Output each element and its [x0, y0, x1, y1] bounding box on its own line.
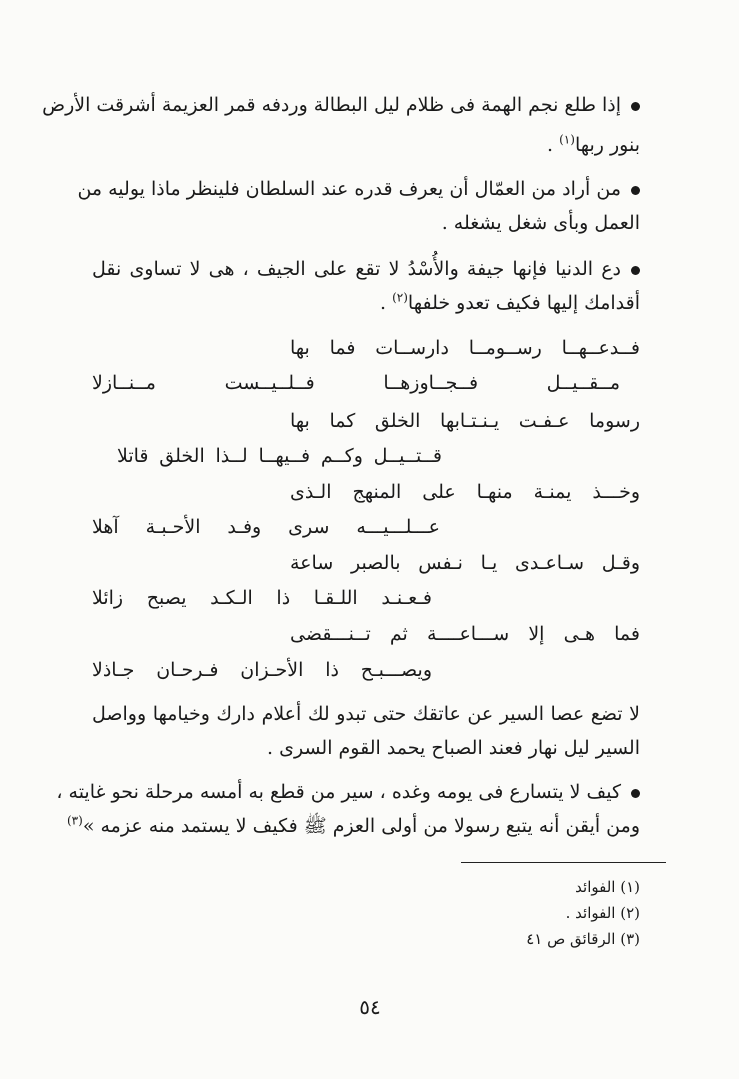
paragraph-2-line-2: العمل وبأى شغل يشغله . [441, 212, 640, 234]
paragraph-4-line-1: لا تضع عصا السير عن عاتقك حتى تبدو لك أعلام دارك وخيامها وواصل [92, 703, 640, 725]
paragraph-1-line-2: بنور ربها$^{(١)}$ . [547, 132, 640, 156]
poem-verse-6: عـــلـــيـــه سرى وفـد الأحـبـة آهلا [92, 516, 440, 538]
footnote-1: (١) الفوائد [575, 878, 640, 896]
bullet-icon [631, 789, 640, 798]
paragraph-1-line-1: إذا طلع نجم الهمة فى ظلام ليل البطالة وردفه قمر العزيمة أشرقت الأرض [92, 91, 640, 119]
page-number: ٥٤ [359, 995, 381, 1019]
poem-verse-3: رسوما عـفـت يـنـتـابها الخلق كما بها [290, 410, 640, 432]
footnote-ref-2: (٢) [392, 290, 408, 305]
poem-verse-9: فما هـى إلا ســـاعــــة ثم تــنـــقضى [290, 623, 640, 645]
bullet-icon [631, 102, 640, 111]
paragraph-3-line-2: أقدامك إليها فكيف تعدو خلفها$^{(٢)}$ . [379, 290, 640, 314]
paragraph-2-line-1: من أراد من العمّال أن يعرف قدره عند السلطان فلينظر ماذا يوليه من [92, 175, 640, 203]
footnote-ref-3: (٣) [66, 813, 83, 828]
footnote-3: (٣) الرقائق ص ٤١ [526, 930, 640, 948]
footnote-ref-1: (١) [559, 132, 575, 147]
footnote-separator [461, 862, 666, 863]
poem-verse-8: فـعـنـد اللـقـا ذا الـكـد يصبح زائلا [92, 587, 432, 609]
paragraph-3-line-1: دع الدنيا فإنها جيفة والأُسْدُ لا تقع على الجيف ، هى لا تساوى نقل [92, 255, 640, 283]
footnote-2: (٢) الفوائد . [565, 904, 640, 922]
paragraph-5-line-1: كيف لا يتسارع فى يومه وغده ، سير من قطع به أمسه مرحلة نحو غايته ، [92, 778, 640, 806]
paragraph-4-line-2: السير ليل نهار فعند الصباح يحمد القوم السرى . [267, 737, 640, 759]
poem-verse-5: وخـــذ يمنـة منهـا على المنهج الـذى [290, 481, 640, 503]
paragraph-5-line-2: ومن أيقن أنه يتبع رسولا من أولى العزم ﷺ فكيف لا يستمد منه عزمه »$^{(٣)}$ [66, 813, 640, 837]
poem-verse-4: قــتــيــل وكــم فــيهــا لــذا الخلق قاتلا [117, 445, 442, 467]
bullet-icon [631, 186, 640, 195]
bullet-icon [631, 266, 640, 275]
poem-verse-10: ويصـــبـح ذا الأحـزان فـرحـان جـاذلا [92, 659, 432, 681]
poem-verse-7: وقـل سـاعـدى يـا نـفس بالصبر ساعة [290, 552, 640, 574]
poem-verse-1: فــدعــهــا رســومــا دارســات فما بها [290, 337, 640, 359]
poem-verse-2: مــقــيــل فــجــاوزهــا فــلــيــست مــنــازلا [92, 372, 620, 394]
